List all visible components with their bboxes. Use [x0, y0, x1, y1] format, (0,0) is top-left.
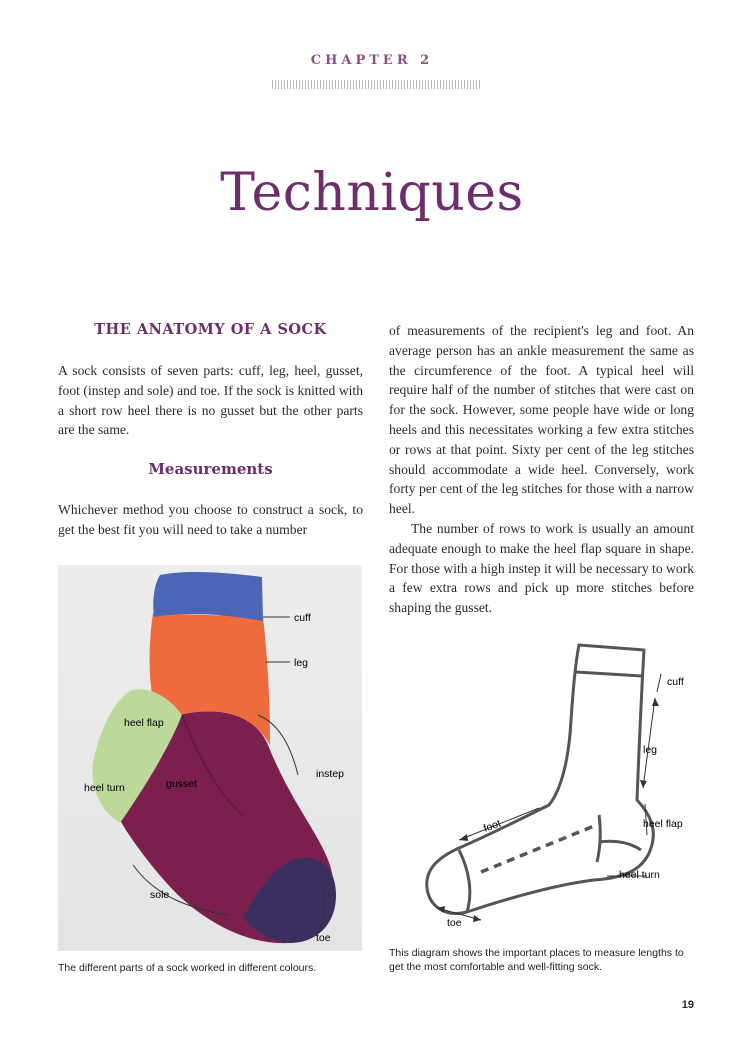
- photo-label-heel-flap: heel flap: [124, 717, 164, 729]
- measurements-heading: Measurements: [148, 460, 273, 478]
- sock-cuff-section: [153, 572, 263, 621]
- measurements-paragraph: Whichever method you choose to construct a sock, to get the best fit you will need to take a number: [58, 502, 363, 537]
- diagram-label-heel-turn: heel turn: [619, 869, 660, 881]
- photo-label-toe: toe: [316, 932, 331, 944]
- right-column-text: [389, 321, 694, 618]
- photo-label-instep: instep: [316, 768, 345, 780]
- photo-label-gusset: gusset: [166, 778, 197, 790]
- diagram-caption: This diagram shows the important places to measure lengths to get the most comfortable and well-fitting sock.: [389, 947, 684, 973]
- photo-label-sole: sole: [150, 889, 170, 901]
- sock-diagram: [389, 630, 709, 940]
- chapter-label: CHAPTER 2: [310, 53, 434, 68]
- diagram-label-heel-flap: heel flap: [643, 818, 683, 830]
- decorative-rule: [272, 80, 482, 89]
- right-paragraph-1: of measurements of the recipient's leg and foot. An average person has an ankle measurement the same as the circumference of the foot. A typical heel will require half of the number of stitches that were cast on for the sock. However, some people have wide or long heels and this necessitates working a few extra stitches or rows at that point. Sixty per cent of the leg stitches should accommodate a wide heel. Conversely, work forty per cent of the leg stitches for those with a narrow heel.: [389, 323, 694, 517]
- right-paragraph-2: The number of rows to work is usually an amount adequate enough to make the heel flap square in shape. For those with a high instep it will be necessary to work a few extra rows and pick up more stitches before shaping the gusset.: [389, 520, 694, 616]
- photo-caption: The different parts of a sock worked in different colours.: [58, 962, 317, 974]
- diagram-label-leg: leg: [643, 744, 658, 756]
- page-number: 19: [681, 999, 694, 1011]
- sock-photo: [58, 565, 362, 951]
- photo-label-heel-turn: heel turn: [84, 782, 125, 794]
- photo-label-cuff: cuff: [294, 612, 311, 624]
- diagram-label-toe: toe: [447, 917, 462, 929]
- anatomy-paragraph: A sock consists of seven parts: cuff, leg, heel, gusset, foot (instep and sole) and toe. If the sock is knitted with a short row heel there is no gusset but the other parts are the same.: [58, 363, 363, 438]
- section-heading: THE ANATOMY OF A SOCK: [94, 321, 327, 338]
- photo-label-leg: leg: [294, 657, 309, 669]
- page-title: Techniques: [220, 163, 524, 223]
- diagram-label-foot: foot: [481, 817, 503, 835]
- diagram-label-cuff: cuff: [667, 676, 684, 688]
